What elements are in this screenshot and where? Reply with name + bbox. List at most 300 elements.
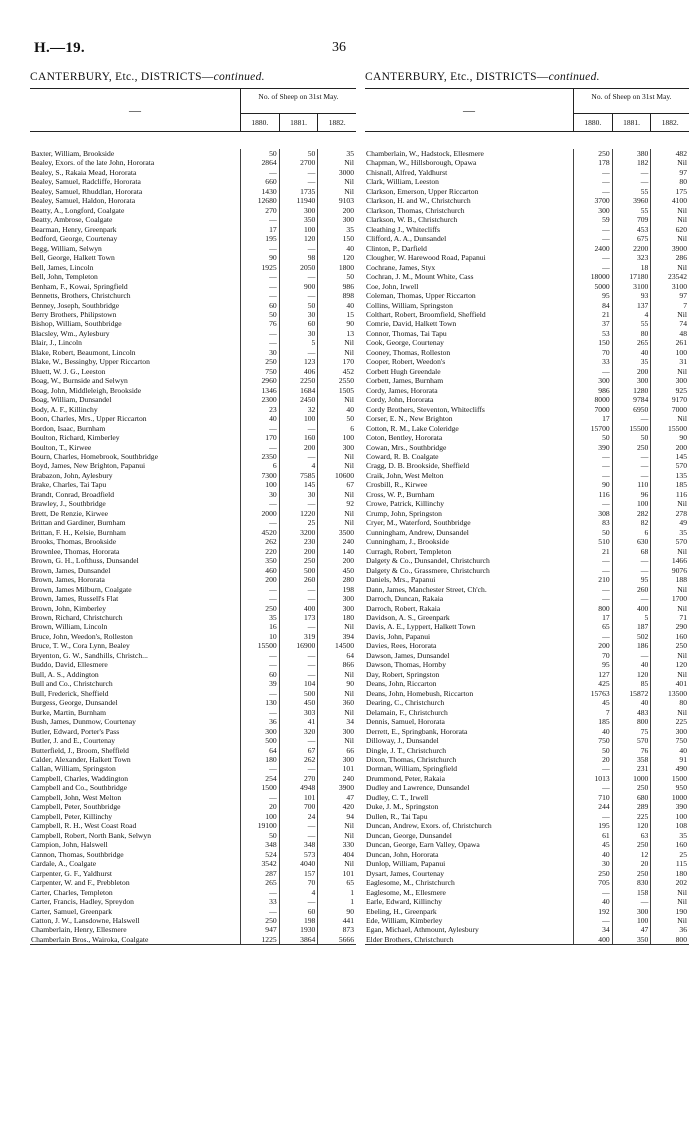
owner-name-cell: Brandt, Conrad, Broadfield	[30, 490, 241, 499]
sheep-1880-cell: 265	[241, 878, 280, 887]
sheep-1880-cell: 710	[574, 793, 613, 802]
sheep-1881-cell: —	[280, 622, 319, 631]
sheep-1882-cell: 115	[675, 859, 688, 869]
sheep-1880-cell: 400	[574, 935, 613, 944]
sheep-1880-cell: 2300	[241, 395, 280, 404]
table-row	[30, 376, 356, 385]
owner-name-cell: Body, A. F., Killinchy	[30, 405, 241, 414]
sheep-1882-cell: Nil	[677, 499, 688, 509]
sheep-1880-cell: —	[241, 272, 280, 281]
table-row	[30, 386, 356, 395]
sheep-1880-cell: 220	[241, 547, 280, 556]
owner-name-cell: Darroch, Robert, Rakaia	[365, 604, 574, 613]
sheep-1882-cell: 300	[342, 726, 355, 736]
sheep-1882-cell: 35	[679, 830, 688, 840]
sheep-1880-cell: 50	[241, 831, 280, 840]
sheep-1882-cell: 450	[342, 565, 355, 575]
owner-name-cell: Dullen, R., Tai Tapu	[365, 812, 574, 821]
sheep-1880-cell: 1013	[574, 774, 613, 783]
sheep-1880-cell: 19100	[241, 821, 280, 830]
owner-name-cell: Bourn, Charles, Homebrook, Southbridge	[30, 452, 241, 461]
sheep-1880-cell: 1925	[241, 263, 280, 272]
table-row	[30, 177, 356, 186]
sheep-1881-cell: 96	[613, 490, 652, 499]
sheep-1882-cell: 120	[675, 660, 688, 670]
sheep-1881-cell: 93	[613, 291, 652, 300]
table-row	[365, 263, 689, 272]
sheep-1881-cell: 40	[613, 698, 652, 707]
table-row	[365, 405, 689, 414]
owner-name-cell: Bull and Co., Christchurch	[30, 679, 241, 688]
owner-name-cell: Duke, J. M., Springston	[365, 802, 574, 811]
owner-name-cell: Delamain, F., Christchurch	[365, 708, 574, 717]
table-row	[365, 234, 689, 243]
sheep-1881-cell: 25	[280, 518, 319, 527]
sheep-1880-cell: 200	[574, 641, 613, 650]
sheep-1881-cell: 40	[613, 348, 652, 357]
sheep-1882-cell: Nil	[677, 546, 688, 556]
owner-name-cell: Davidson, A. S., Greenpark	[365, 613, 574, 622]
sheep-1880-cell: 2000	[241, 509, 280, 518]
sheep-1880-cell: 34	[574, 925, 613, 934]
owner-name-cell: Coton, Bentley, Hororata	[365, 433, 574, 442]
owner-name-cell: Clarkson, Emerson, Upper Riccarton	[365, 187, 574, 196]
table-row	[30, 878, 356, 887]
sheep-1881-cell: 145	[280, 480, 319, 489]
sheep-1882-cell: 100	[342, 433, 355, 443]
sheep-1882-cell: 750	[675, 736, 688, 746]
owner-name-cell: Butler, Edward, Porter's Pass	[30, 727, 241, 736]
owner-name-cell: Deans, John, Homebush, Riccarton	[365, 689, 574, 698]
sheep-1882-cell: 7	[683, 300, 688, 310]
table-row	[365, 424, 689, 433]
table-row	[365, 329, 689, 338]
owner-name-cell: Davis, John, Papanui	[365, 632, 574, 641]
owner-name-cell: Dann, James, Manchester Street, Ch'ch.	[365, 585, 574, 594]
sheep-1881-cell: —	[280, 764, 319, 773]
sheep-1881-cell: 55	[613, 206, 652, 215]
sheep-1881-cell: 630	[613, 537, 652, 546]
sheep-1881-cell: 30	[280, 329, 319, 338]
sheep-1880-cell: 10	[241, 632, 280, 641]
sheep-1881-cell: 3100	[613, 282, 652, 291]
table-row	[365, 869, 689, 878]
sheep-1880-cell: 947	[241, 925, 280, 934]
document-reference: H.—19.	[34, 40, 85, 56]
sheep-1880-cell: —	[241, 443, 280, 452]
owner-name-cell: Brown, John, Kimberley	[30, 604, 241, 613]
table-row	[365, 783, 689, 792]
sheep-1882-cell: 1700	[671, 594, 688, 604]
owner-name-cell: Chisnall, Alfred, Yaldhurst	[365, 168, 574, 177]
sheep-1882-cell: 390	[675, 802, 688, 812]
sheep-1880-cell: 350	[241, 556, 280, 565]
table-row	[365, 907, 689, 916]
sheep-1881-cell: 85	[613, 679, 652, 688]
sheep-1882-cell: Nil	[344, 736, 355, 746]
owner-name-cell: Davies, Rees, Hororata	[365, 641, 574, 650]
sheep-1882-cell: 145	[675, 452, 688, 461]
sheep-1882-cell: 300	[342, 442, 355, 452]
owner-name-cell: Cannon, Thomas, Southbridge	[30, 850, 241, 859]
table-row	[30, 471, 356, 480]
sheep-1882-cell: 290	[675, 622, 688, 632]
owner-name-cell: Brown, James, Russell's Flat	[30, 594, 241, 603]
sheep-1880-cell: 15763	[574, 689, 613, 698]
table-row	[30, 850, 356, 859]
owner-name-cell: Campbell, John, West Melton	[30, 793, 241, 802]
sheep-1881-cell: 400	[613, 604, 652, 613]
table-row	[365, 395, 689, 404]
sheep-1882-cell: Nil	[344, 821, 355, 831]
sheep-1880-cell: 50	[241, 149, 280, 158]
sheep-1882-cell: Nil	[344, 452, 355, 461]
sheep-1882-cell: 300	[342, 594, 355, 604]
sheep-1882-cell: Nil	[344, 518, 355, 528]
table-row	[365, 518, 689, 527]
sheep-1882-cell: 135	[675, 470, 688, 480]
sheep-1880-cell: 3700	[574, 196, 613, 205]
table-row	[30, 869, 356, 878]
sheep-1881-cell: 573	[280, 850, 319, 859]
sheep-1882-cell: Nil	[677, 262, 688, 272]
sheep-1882-cell: 36	[679, 925, 688, 935]
sheep-1882-cell: 261	[675, 338, 688, 348]
owner-name-cell: Boulton, T., Kirwee	[30, 443, 241, 452]
sheep-1880-cell: 705	[574, 878, 613, 887]
sheep-1880-cell: 1225	[241, 935, 280, 944]
owner-name-cell: Brown, James Milburn, Coalgate	[30, 585, 241, 594]
owner-name-cell: Cross, W. P., Burnham	[365, 490, 574, 499]
table-row	[30, 433, 356, 442]
sheep-1881-cell: —	[613, 414, 652, 423]
owner-name-cell: Cochran, J. M., Mount White, Cass	[365, 272, 574, 281]
sheep-1880-cell: 12680	[241, 196, 280, 205]
owner-name-cell: Brett, De Renzie, Kirwee	[30, 509, 241, 518]
sheep-1880-cell: 61	[574, 831, 613, 840]
sheep-1881-cell: 101	[280, 793, 319, 802]
sheep-1881-cell: 300	[280, 206, 319, 215]
owner-name-cell: Deans, John, Riccarton	[365, 679, 574, 688]
sheep-1882-cell: Nil	[344, 489, 355, 499]
table-row	[365, 689, 689, 698]
owner-name-cell: Dudley, C. T., Irwell	[365, 793, 574, 802]
table-row	[365, 149, 689, 158]
owner-name-cell: Curragh, Robert, Templeton	[365, 547, 574, 556]
table-row	[30, 547, 356, 556]
table-row	[365, 367, 689, 376]
name-column-header: —	[30, 89, 241, 131]
owner-name-cell: Butterfield, J., Broom, Sheffield	[30, 746, 241, 755]
sheep-1881-cell: 303	[280, 708, 319, 717]
owner-name-cell: Brown, G. H., Lofthuss, Dunsandel	[30, 556, 241, 565]
table-row	[30, 755, 356, 764]
sheep-1881-cell: 104	[280, 679, 319, 688]
sheep-1882-cell: 160	[675, 840, 688, 850]
sheep-1882-cell: 986	[342, 281, 355, 291]
owner-name-cell: Butler, J. and E., Courtenay	[30, 736, 241, 745]
owner-name-cell: Brownlee, Thomas, Hororata	[30, 547, 241, 556]
sheep-1881-cell: 500	[280, 689, 319, 698]
sheep-1881-cell: 350	[280, 215, 319, 224]
sheep-1882-cell: 2550	[338, 376, 355, 386]
sheep-1881-cell: 250	[613, 783, 652, 792]
sheep-1882-cell: Nil	[677, 414, 688, 424]
owner-name-cell: Brake, Charles, Tai Tapu	[30, 480, 241, 489]
sheep-1880-cell: 50	[241, 310, 280, 319]
sheep-1881-cell: 4	[280, 461, 319, 470]
sheep-1882-cell: 180	[675, 868, 688, 878]
sheep-1881-cell: —	[280, 291, 319, 300]
sheep-1882-cell: 3900	[671, 243, 688, 253]
table-row	[365, 461, 689, 470]
table-row	[30, 196, 356, 205]
sheep-1881-cell: 3864	[280, 935, 319, 944]
year-header-1882: 1882.	[661, 118, 679, 127]
table-row	[365, 888, 689, 897]
table-row	[365, 566, 689, 575]
table-row	[30, 518, 356, 527]
sheep-1880-cell: 40	[574, 897, 613, 906]
table-row	[30, 632, 356, 641]
table-row	[30, 727, 356, 736]
sheep-1881-cell: 1220	[280, 509, 319, 518]
sheep-1882-cell: 6	[350, 423, 355, 433]
sheep-1882-cell: 280	[342, 575, 355, 585]
sheep-1880-cell: —	[241, 329, 280, 338]
sheep-1882-cell: 140	[342, 546, 355, 556]
sheep-1880-cell: 500	[241, 736, 280, 745]
sheep-1881-cell: 98	[280, 253, 319, 262]
sheep-1881-cell: 262	[280, 755, 319, 764]
owner-name-cell: Clarkson, W. B., Christchurch	[365, 215, 574, 224]
table-row	[365, 443, 689, 452]
sheep-1880-cell: —	[574, 187, 613, 196]
table-row	[365, 158, 689, 167]
sheep-1881-cell: 137	[613, 301, 652, 310]
owner-name-cell: Chapman, W., Hillsborough, Opawa	[365, 158, 574, 167]
right-column	[365, 68, 689, 945]
sheep-1881-cell: 800	[613, 717, 652, 726]
owner-name-cell: Cowan, Mrs., Southbridge	[365, 443, 574, 452]
table-row	[365, 585, 689, 594]
table-row	[365, 708, 689, 717]
sheep-1880-cell: —	[574, 888, 613, 897]
owner-name-cell: Cochrane, James, Styx	[365, 263, 574, 272]
table-row	[30, 585, 356, 594]
owner-name-cell: Chamberlain, W., Hadstock, Ellesmere	[365, 149, 574, 158]
sheep-1880-cell: 8000	[574, 395, 613, 404]
sheep-1881-cell: 3200	[280, 528, 319, 537]
sheep-1880-cell: —	[574, 556, 613, 565]
owner-name-cell: Campbell and Co., Southbridge	[30, 783, 241, 792]
owner-name-cell: Bealey, Samuel, Rhuddlan, Hororata	[30, 187, 241, 196]
sheep-1881-cell: 200	[280, 443, 319, 452]
table-row	[365, 774, 689, 783]
sheep-1880-cell: 2864	[241, 158, 280, 167]
sheep-1881-cell: 76	[613, 746, 652, 755]
owner-name-cell: Burke, Martin, Burnham	[30, 708, 241, 717]
owner-name-cell: Bluett, W. J. G., Leeston	[30, 367, 241, 376]
sheep-1881-cell: 100	[613, 916, 652, 925]
sheep-1882-cell: 866	[342, 660, 355, 670]
sheep-1881-cell: 35	[613, 357, 652, 366]
table-row	[30, 291, 356, 300]
owner-name-cell: Eaglesome, M., Ellesmere	[365, 888, 574, 897]
owner-name-cell: Davis, A. E., Lyppert, Halkett Town	[365, 622, 574, 631]
sheep-1882-cell: Nil	[677, 158, 688, 168]
sheep-1882-cell: 31	[679, 357, 688, 367]
sheep-1882-cell: 100	[675, 347, 688, 357]
table-row	[365, 575, 689, 584]
table-row	[365, 613, 689, 622]
owner-name-cell: Duncan, John, Hororata	[365, 850, 574, 859]
sheep-1881-cell: 5	[613, 613, 652, 622]
table-row	[365, 840, 689, 849]
sheep-1881-cell: 82	[613, 518, 652, 527]
sheep-1880-cell: 40	[241, 414, 280, 423]
sheep-1882-cell: Nil	[344, 461, 355, 471]
table-row	[30, 329, 356, 338]
sheep-1882-cell: 1466	[671, 556, 688, 566]
sheep-1882-cell: 360	[342, 698, 355, 708]
owner-name-cell: Boag, William, Dunsandel	[30, 395, 241, 404]
owner-name-cell: Berry Brothers, Philipstown	[30, 310, 241, 319]
owner-name-cell: Coward, R. B. Coalgate	[365, 452, 574, 461]
sheep-1881-cell: —	[280, 831, 319, 840]
sheep-count-header: No. of Sheep on 31st May.	[574, 89, 689, 114]
table-row	[365, 604, 689, 613]
sheep-1880-cell: —	[241, 907, 280, 916]
table-row	[365, 168, 689, 177]
owner-name-cell: Bell, James, Lincoln	[30, 263, 241, 272]
owner-name-cell: Corbett, James, Burnham	[365, 376, 574, 385]
sheep-1882-cell: Nil	[677, 669, 688, 679]
sheep-1880-cell: —	[241, 594, 280, 603]
owner-name-cell: Bell, John, Templeton	[30, 272, 241, 281]
sheep-1881-cell: 60	[280, 319, 319, 328]
table-row	[30, 215, 356, 224]
sheep-1882-cell: 15	[346, 309, 355, 319]
sheep-1881-cell: —	[280, 821, 319, 830]
owner-name-cell: Derrett, E., Springbank, Hororata	[365, 727, 574, 736]
sheep-1882-cell: 48	[679, 328, 688, 338]
sheep-1882-cell: 47	[346, 792, 355, 802]
table-row	[365, 897, 689, 906]
sheep-1881-cell: —	[280, 244, 319, 253]
sheep-1882-cell: 94	[346, 811, 355, 821]
sheep-1881-cell: —	[613, 461, 652, 470]
table-row	[365, 736, 689, 745]
table-row	[30, 367, 356, 376]
owner-name-cell: Brooks, Thomas, Brookside	[30, 537, 241, 546]
sheep-1880-cell: 250	[574, 149, 613, 158]
sheep-1882-cell: 40	[346, 300, 355, 310]
sheep-1882-cell: 1800	[338, 262, 355, 272]
owner-name-cell: Duncan, George, Dunsandel	[365, 831, 574, 840]
sheep-1882-cell: 25	[679, 849, 688, 859]
page-number: 36	[332, 40, 346, 55]
owner-name-cell: Clougher, W. Harewood Road, Papanui	[365, 253, 574, 262]
sheep-1880-cell: 60	[241, 301, 280, 310]
table-row	[30, 452, 356, 461]
sheep-1880-cell: —	[241, 244, 280, 253]
table-row	[365, 187, 689, 196]
table-row	[30, 357, 356, 366]
sheep-1880-cell: —	[574, 916, 613, 925]
sheep-1880-cell: 16	[241, 622, 280, 631]
sheep-1881-cell: —	[280, 348, 319, 357]
sheep-1882-cell: 394	[342, 631, 355, 641]
sheep-1880-cell: 510	[574, 537, 613, 546]
table-row	[365, 547, 689, 556]
sheep-1880-cell: 17	[241, 225, 280, 234]
sheep-1880-cell: 750	[241, 367, 280, 376]
table-row	[365, 935, 689, 944]
sheep-1881-cell: 2200	[613, 244, 652, 253]
table-row	[365, 670, 689, 679]
year-header-1880: 1880.	[574, 114, 613, 131]
table-row	[30, 783, 356, 792]
sheep-1881-cell: 47	[613, 925, 652, 934]
sheep-1880-cell: 300	[574, 376, 613, 385]
sheep-1880-cell: 45	[574, 840, 613, 849]
table-row	[365, 698, 689, 707]
table-row	[30, 168, 356, 177]
table-row	[30, 395, 356, 404]
owner-name-cell: Bush, James, Dunmow, Courtenay	[30, 717, 241, 726]
sheep-1882-cell: Nil	[344, 669, 355, 679]
table-row	[365, 802, 689, 811]
table-row	[30, 925, 356, 934]
table-row	[30, 206, 356, 215]
sheep-1882-cell: 330	[342, 840, 355, 850]
table-row	[365, 490, 689, 499]
owner-name-cell: Brabazon, John, Aylesbury	[30, 471, 241, 480]
owner-name-cell: Campbell, Peter, Southbridge	[30, 802, 241, 811]
sheep-1881-cell: —	[613, 566, 652, 575]
table-row	[365, 821, 689, 830]
table-row	[30, 613, 356, 622]
sheep-1881-cell: 320	[280, 727, 319, 736]
owner-name-cell: Carter, Francis, Hadley, Spreydon	[30, 897, 241, 906]
table-row	[30, 897, 356, 906]
sheep-1882-cell: 300	[675, 726, 688, 736]
sheep-1881-cell: 700	[280, 802, 319, 811]
sheep-1882-cell: 40	[679, 745, 688, 755]
sheep-1880-cell: 30	[241, 348, 280, 357]
sheep-1880-cell: 130	[241, 698, 280, 707]
table-row	[365, 878, 689, 887]
owner-name-cell: Coleman, Thomas, Upper Riccarton	[365, 291, 574, 300]
sheep-1882-cell: 225	[675, 717, 688, 727]
table-row	[365, 282, 689, 291]
table-row	[30, 859, 356, 868]
table-row	[30, 802, 356, 811]
sheep-1881-cell: 319	[280, 632, 319, 641]
sheep-1880-cell: 90	[241, 253, 280, 262]
sheep-1880-cell: —	[241, 689, 280, 698]
sheep-1881-cell: 110	[613, 480, 652, 489]
table-row	[365, 812, 689, 821]
sheep-1882-cell: 35	[679, 527, 688, 537]
sheep-1882-cell: 13500	[668, 688, 688, 698]
sheep-1882-cell: 15500	[668, 423, 688, 433]
sheep-1881-cell: 182	[613, 158, 652, 167]
owner-name-cell: Cook, George, Courtenay	[365, 338, 574, 347]
sheep-1880-cell: 195	[574, 821, 613, 830]
sheep-1882-cell: 9170	[671, 395, 688, 405]
